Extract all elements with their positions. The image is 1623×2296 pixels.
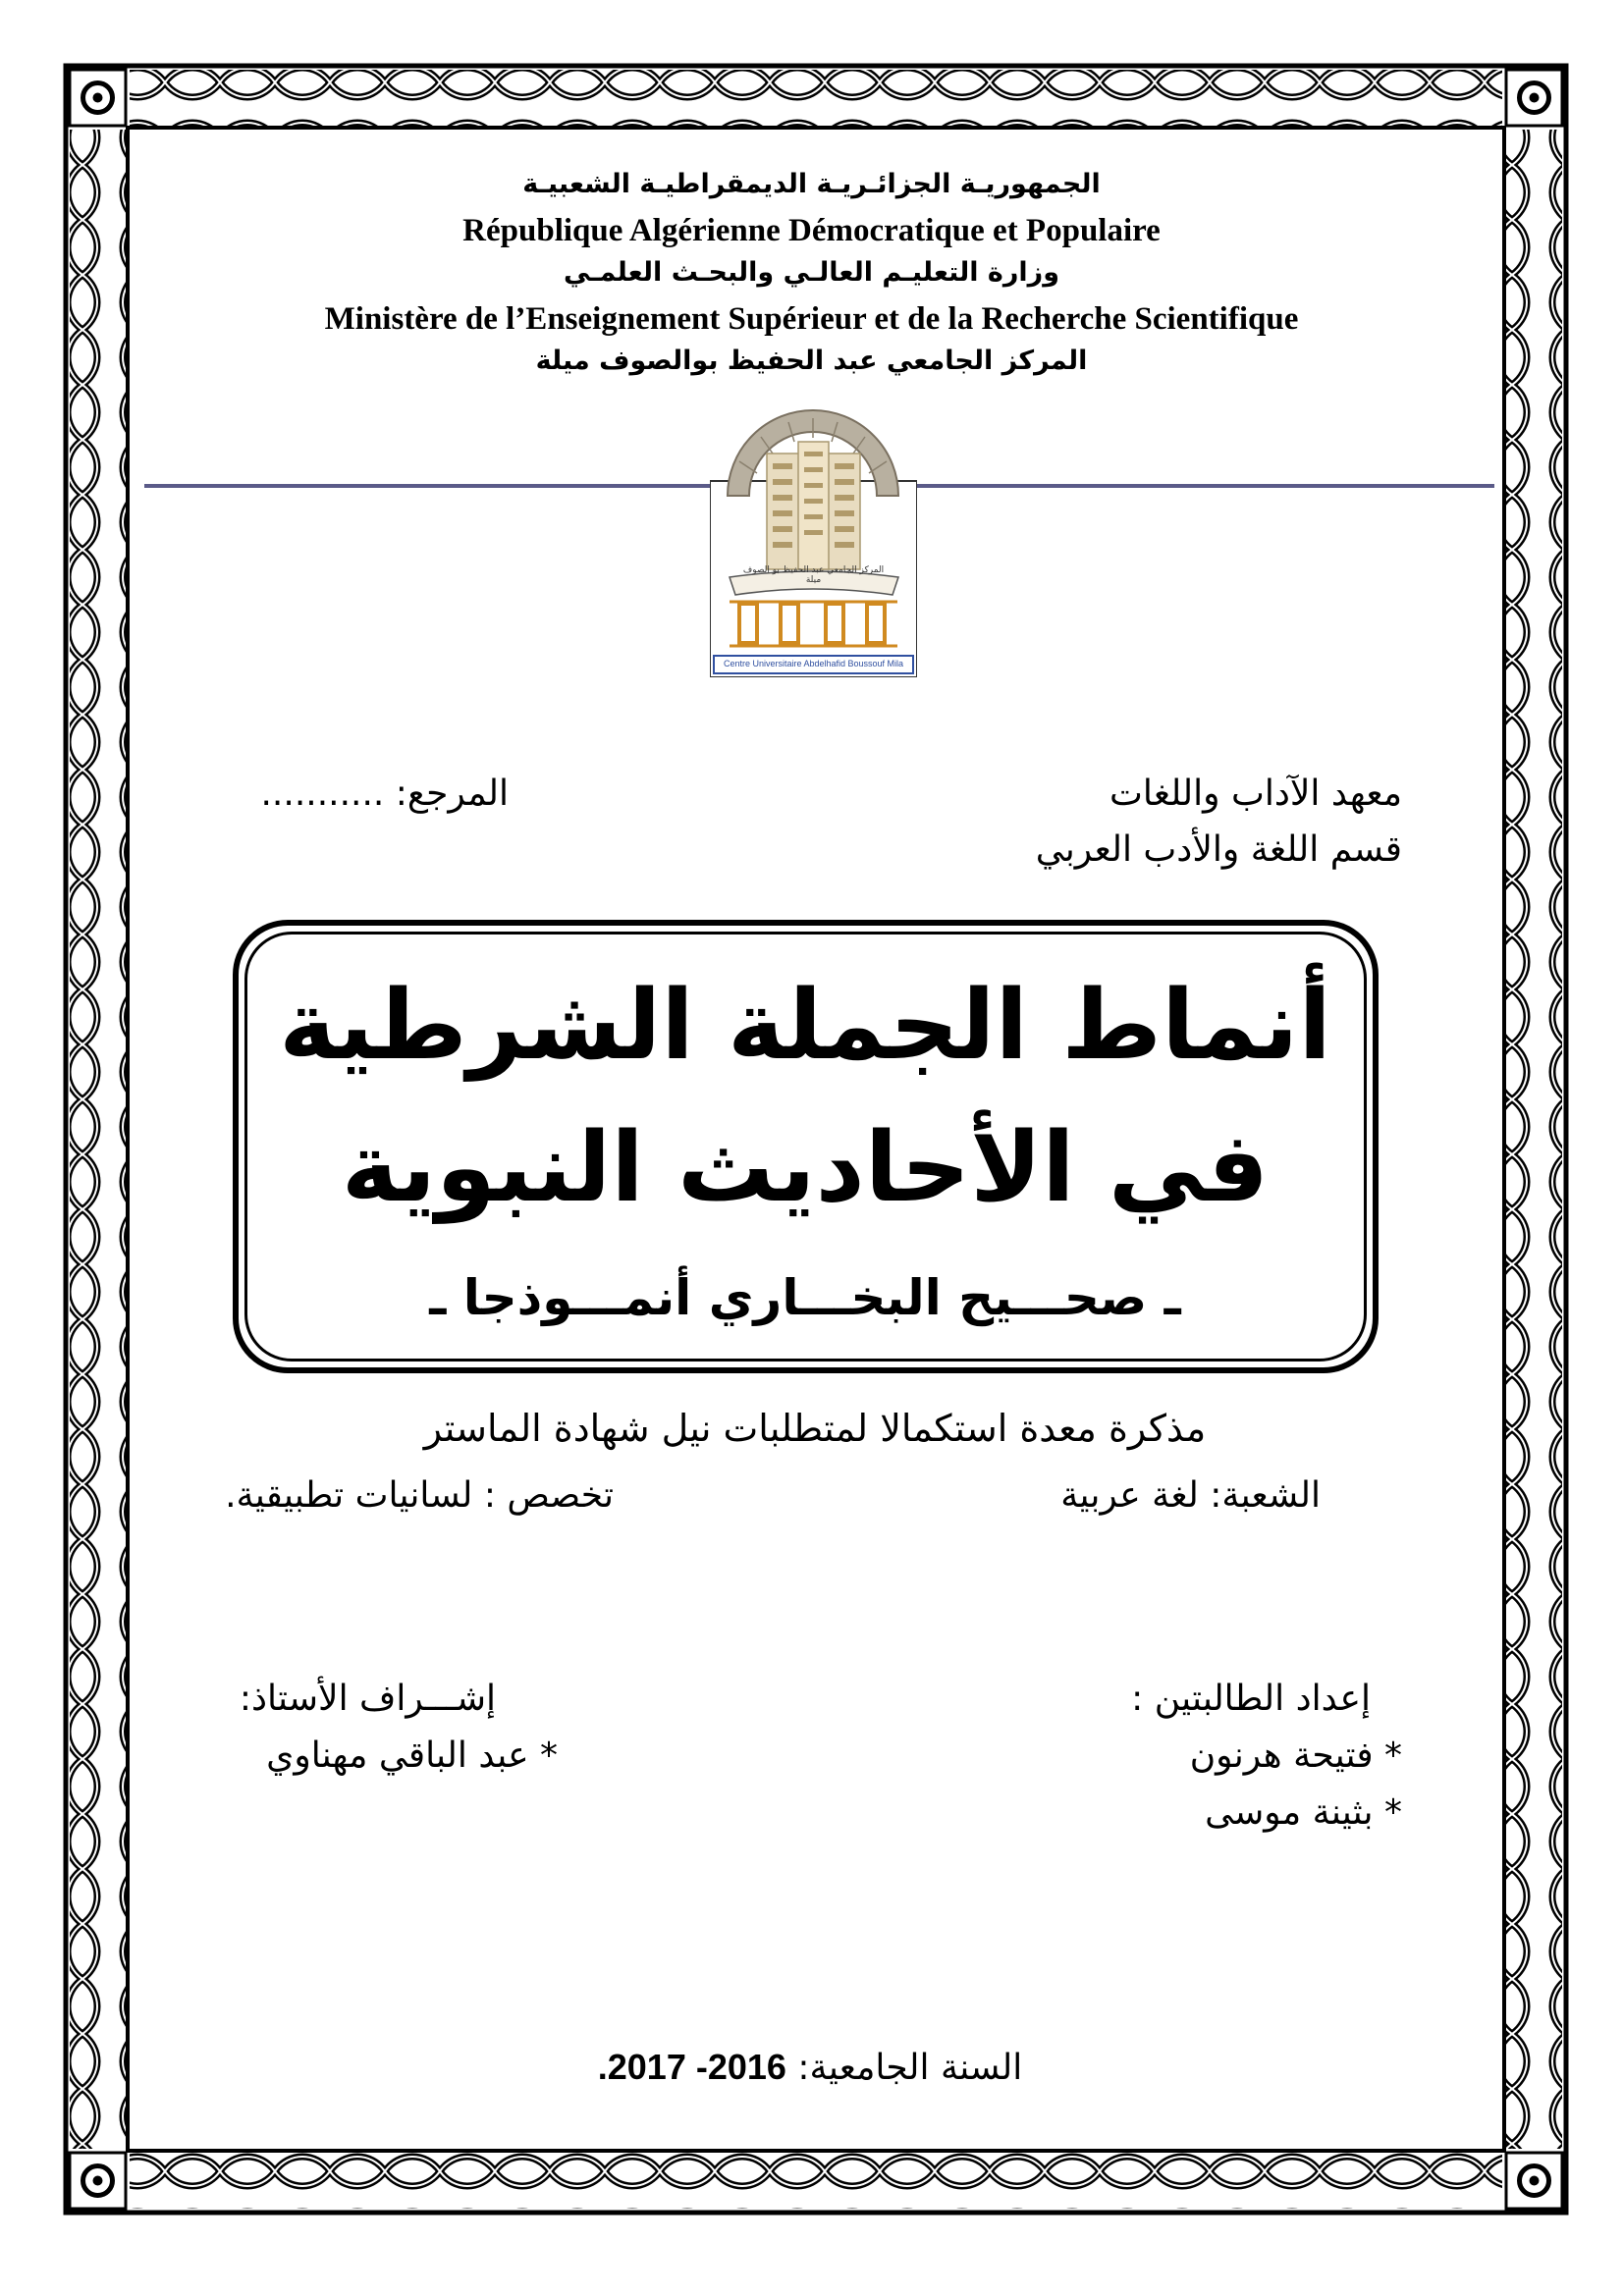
branch: الشعبة: لغة عربية xyxy=(1060,1475,1321,1516)
memo-description: مذكرة معدة استكمالا لمتطلبات نيل شهادة الماستر xyxy=(423,1407,1207,1450)
reference-number: المرجع: ........... xyxy=(260,774,509,814)
logo-caption: Centre Universitaire Abdelhafid Boussouf Mila xyxy=(723,659,904,668)
academic-year-label: السنة الجامعية: xyxy=(797,2048,1023,2088)
authors-label: إعداد الطالبتين : xyxy=(1131,1679,1371,1719)
thesis-subtitle: ـ صحـــيح البخـــاري أنمـــوذجا ـ xyxy=(429,1269,1181,1326)
academic-year-value: 2016- 2017. xyxy=(597,2047,786,2087)
supervisor-label: إشـــراف الأستاذ: xyxy=(239,1679,496,1719)
academic-year xyxy=(545,2047,1075,2088)
republic-french: République Algérienne Démocratique et Populaire xyxy=(462,213,1161,248)
specialty: تخصص : لسانيات تطبيقية. xyxy=(225,1475,614,1516)
ministry-french: Ministère de l’Enseignement Supérieur et de la Recherche Scientifique xyxy=(324,301,1299,337)
institute-name: معهد الآداب واللغات xyxy=(1109,774,1402,814)
republic-arabic: الجمهوريـة الجزائـريـة الديمقراطيـة الشعبيـة xyxy=(522,169,1101,199)
ministry-arabic: وزارة التعليـم العالـي والبحـث العلمـي xyxy=(564,257,1059,288)
university-center-arabic: المركز الجامعي عبد الحفيظ بوالصوف ميلة xyxy=(535,346,1088,376)
department-name: قسم اللغة والأدب العربي xyxy=(1035,829,1402,870)
thesis-title-line2: في الأحاديث النبوية xyxy=(341,1112,1270,1224)
author-name-2: * بثينة موسى xyxy=(1205,1792,1402,1833)
thesis-title-line1: أنماط الجملة الشرطية xyxy=(279,970,1331,1082)
logo-arc-text: المركز الجامعي عبد الحفيظ بو الصوف ميلة xyxy=(742,565,885,585)
author-name-1: * فتيحة هرنون xyxy=(1189,1735,1402,1776)
university-logo xyxy=(710,402,917,677)
supervisor-name: * عبد الباقي مهناوي xyxy=(266,1735,558,1776)
